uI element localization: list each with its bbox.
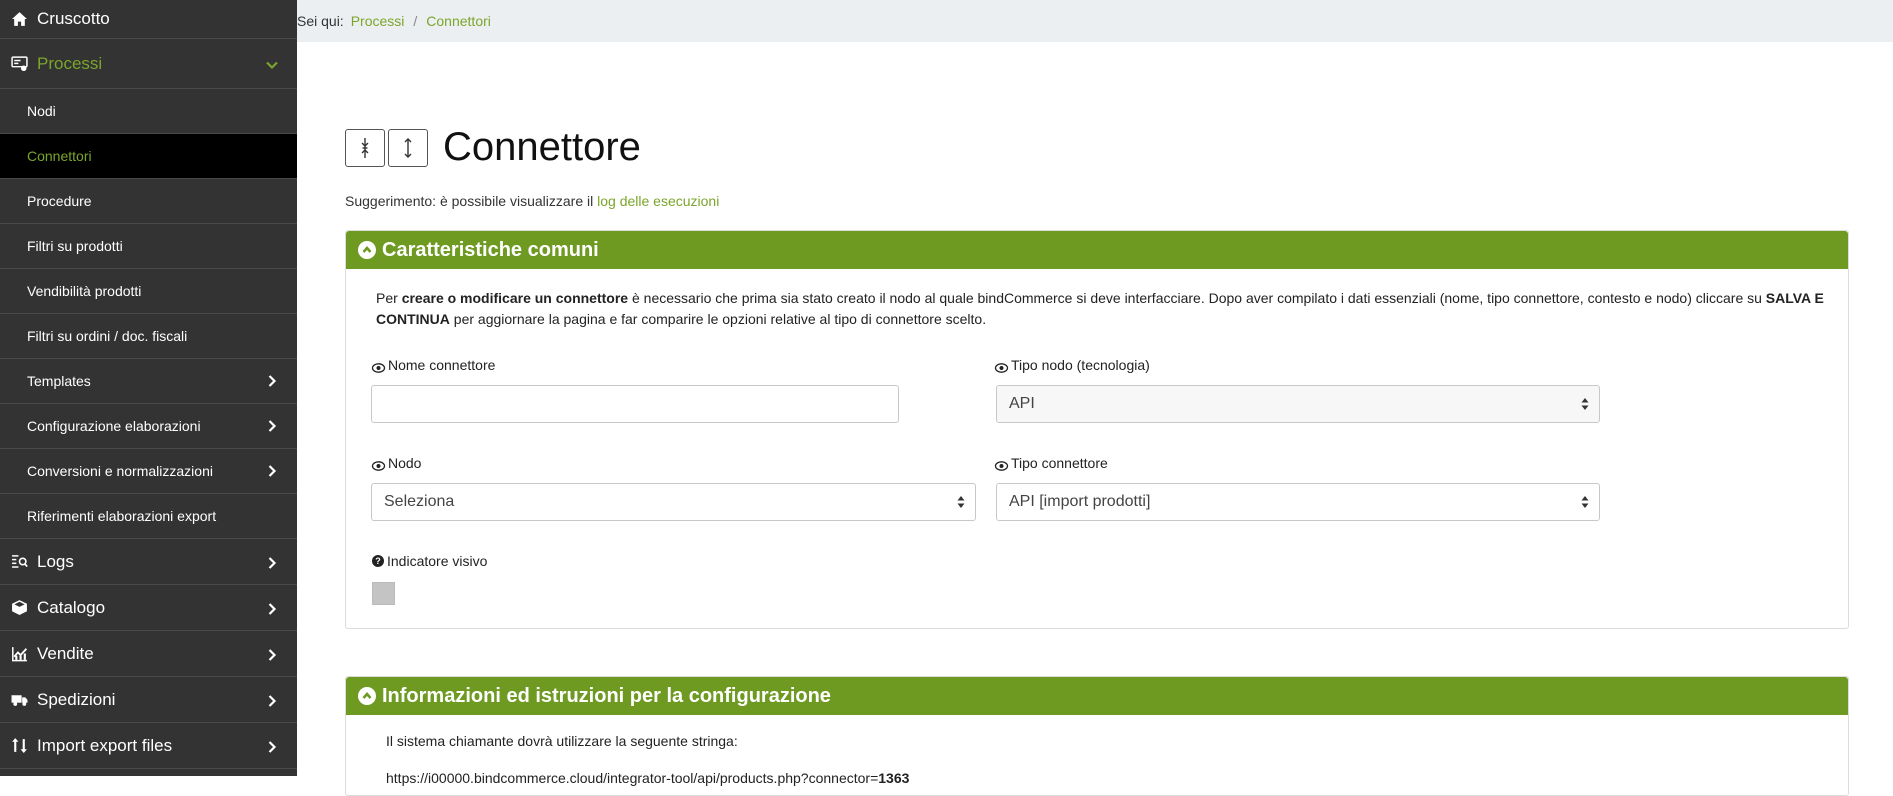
sidebar-item-label: Spedizioni	[37, 689, 116, 709]
instruction-text: Il sistema chiamante dovrà utilizzare la seguente stringa:	[386, 733, 738, 749]
node-type-field-label	[995, 357, 1150, 373]
sidebar-subitem-vendibilita[interactable]	[0, 269, 297, 314]
panel-title: Informazioni ed istruzioni per la configurazione	[382, 684, 831, 707]
url-prefix: https://i00000.bindcommerce.cloud/integrator-tool/api/products.php?connector=	[386, 770, 879, 786]
name-field-label	[372, 357, 495, 373]
sidebar-item-label: Cruscotto	[37, 9, 110, 28]
hint-text	[345, 193, 719, 209]
sidebar-subitem-label: Filtri su prodotti	[27, 238, 123, 254]
sidebar-subitem-label: Templates	[27, 373, 91, 389]
chevron-up-icon	[358, 241, 376, 259]
sidebar-item-spedizioni[interactable]	[0, 677, 297, 723]
panel-common-features	[345, 230, 1849, 629]
endpoint-url	[386, 770, 909, 786]
connector-type-select[interactable]	[996, 483, 1600, 521]
label-text: Tipo connettore	[1011, 455, 1108, 471]
node-select[interactable]	[371, 483, 976, 521]
sidebar-subitem-label: Filtri su ordini / doc. fiscali	[27, 328, 188, 344]
desc-text: è necessario che prima sia stato creato il nodo al quale bindCommerce si deve interfacciare. Dopo aver compilato i dati essenziali (nome, tipo connettore, contesto e nodo) cliccare su	[628, 290, 1766, 306]
sidebar-subitem-riferimenti[interactable]	[0, 494, 297, 539]
sidebar-subitem-label: Configurazione elaborazioni	[27, 418, 201, 434]
breadcrumb	[297, 0, 1893, 42]
sidebar-subitem-filtri-prodotti[interactable]	[0, 224, 297, 269]
sidebar-item-catalogo[interactable]	[0, 585, 297, 631]
panel-description	[376, 288, 1836, 330]
page-title: Connettore	[443, 125, 641, 169]
sidebar-subitem-connettori[interactable]	[0, 134, 297, 179]
sidebar-item-vendite[interactable]	[0, 631, 297, 677]
sidebar-item-label: Vendite	[37, 643, 94, 663]
select-value: Seleziona	[384, 493, 455, 510]
color-indicator-swatch[interactable]	[372, 582, 395, 605]
sidebar-item-processi[interactable]	[0, 39, 297, 89]
main-content	[297, 42, 1893, 786]
sidebar-subitem-label: Procedure	[27, 193, 92, 209]
connector-type-field-label	[995, 455, 1108, 471]
eye-icon	[372, 458, 385, 468]
label-text: Tipo nodo (tecnologia)	[1011, 357, 1150, 373]
chevron-right-icon	[265, 464, 279, 478]
chevron-right-icon	[265, 739, 279, 753]
truck-icon	[10, 691, 28, 709]
expand-all-button[interactable]	[388, 129, 428, 167]
eye-icon	[372, 360, 385, 370]
sidebar-subitem-filtri-ordini[interactable]	[0, 314, 297, 359]
node-type-select[interactable]	[996, 385, 1600, 423]
sidebar-item-logs[interactable]	[0, 539, 297, 585]
box-icon	[10, 599, 28, 617]
sidebar-subitem-nodi[interactable]	[0, 89, 297, 134]
sidebar-subitem-procedure[interactable]	[0, 179, 297, 224]
panel-header-common-features[interactable]	[346, 231, 1848, 269]
sidebar-subitem-label: Connettori	[27, 148, 92, 164]
collapse-arrows-icon	[358, 137, 372, 159]
sidebar-item-import-export[interactable]	[0, 723, 297, 769]
hint-prefix: Suggerimento: è possibile visualizzare il	[345, 193, 594, 209]
sidebar-subitem-conversioni[interactable]	[0, 449, 297, 494]
select-value: API	[1009, 395, 1035, 412]
breadcrumb-link-connettori[interactable]: Connettori	[426, 13, 491, 29]
panel-header-configuration-info[interactable]	[346, 677, 1848, 715]
execution-log-link[interactable]: log delle esecuzioni	[597, 193, 720, 209]
sidebar-subitem-templates[interactable]	[0, 359, 297, 404]
chart-icon	[10, 645, 28, 663]
chevron-right-icon	[265, 555, 279, 569]
process-settings-icon	[10, 55, 28, 73]
import-export-icon	[10, 737, 28, 755]
sidebar-subitem-label: Vendibilità prodotti	[27, 283, 142, 299]
sidebar-item-label: Logs	[37, 551, 74, 571]
sidebar-item-label: Processi	[37, 53, 103, 73]
indicator-field-label	[372, 553, 487, 569]
desc-text: per aggiornare la pagina e far comparire le opzioni relative al tipo di connettore scelto.	[449, 311, 987, 327]
expand-arrows-icon	[401, 137, 415, 159]
collapse-all-button[interactable]	[345, 129, 385, 167]
select-arrows-icon	[957, 495, 965, 509]
eye-icon	[995, 458, 1008, 468]
chevron-right-icon	[265, 601, 279, 615]
chevron-right-icon	[265, 419, 279, 433]
connector-id: 1363	[878, 770, 910, 786]
desc-bold: SALVA E CONTINUA	[376, 290, 1824, 327]
panel-title: Caratteristiche comuni	[382, 238, 599, 261]
sidebar-item-label: Catalogo	[37, 597, 106, 617]
label-text: Indicatore visivo	[387, 553, 488, 569]
desc-bold: creare o modificare un connettore	[401, 290, 629, 306]
title-row	[345, 125, 641, 170]
home-icon	[10, 10, 28, 28]
select-arrows-icon	[1581, 495, 1589, 509]
sidebar	[0, 0, 297, 776]
chevron-down-icon	[265, 57, 279, 71]
sidebar-subitem-label: Riferimenti elaborazioni export	[27, 508, 217, 524]
panel-configuration-info	[345, 676, 1849, 796]
connector-name-input[interactable]	[371, 385, 899, 423]
sidebar-subitem-label: Nodi	[27, 103, 56, 119]
breadcrumb-prefix: Sei qui:	[297, 13, 344, 29]
sidebar-item-label: Import export files	[37, 735, 173, 755]
breadcrumb-separator: /	[413, 13, 418, 29]
sidebar-subitem-label: Conversioni e normalizzazioni	[27, 463, 213, 479]
question-circle-icon: ?	[372, 555, 384, 567]
select-arrows-icon	[1581, 397, 1589, 411]
sidebar-item-cruscotto[interactable]	[0, 0, 297, 39]
select-value: API [import prodotti]	[1009, 493, 1151, 510]
breadcrumb-link-processi[interactable]: Processi	[350, 13, 405, 29]
node-field-label	[372, 455, 421, 471]
logs-search-icon	[10, 553, 28, 571]
label-text: Nodo	[388, 455, 422, 471]
chevron-right-icon	[265, 693, 279, 707]
chevron-right-icon	[265, 374, 279, 388]
label-text: Nome connettore	[388, 357, 496, 373]
eye-icon	[995, 360, 1008, 370]
chevron-right-icon	[265, 647, 279, 661]
chevron-up-icon	[358, 687, 376, 705]
sidebar-subitem-configurazione[interactable]	[0, 404, 297, 449]
desc-text: Per	[376, 290, 402, 306]
